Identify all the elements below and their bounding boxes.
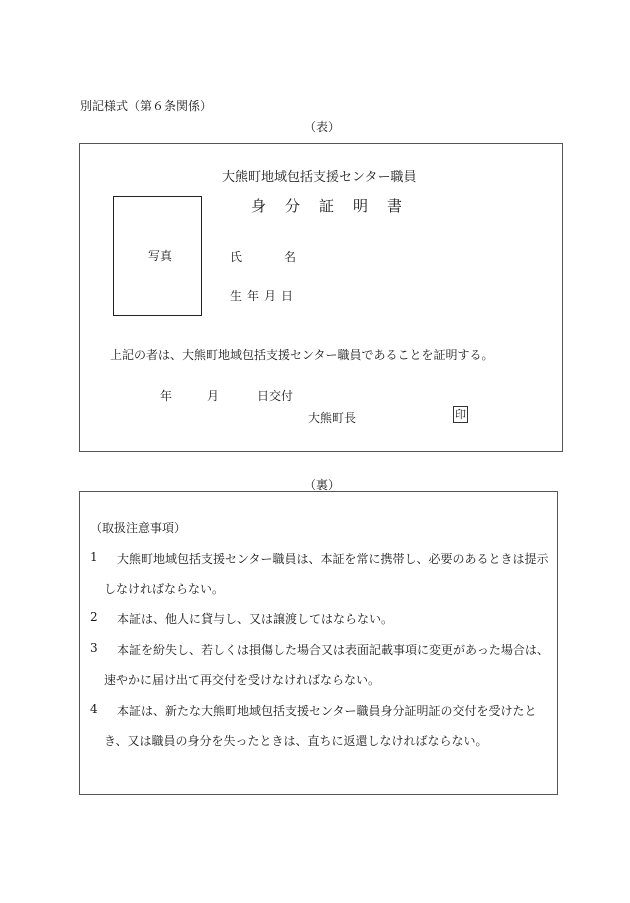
date-month-label: 月 [207, 389, 220, 403]
item-1-line-2: しなければならない。 [104, 582, 225, 596]
date-day-issued-label: 日交付 [257, 389, 294, 403]
photo-label: 写真 [148, 249, 173, 263]
back-heading: （取扱注意事項） [90, 521, 187, 535]
item-1-number: 1 [90, 550, 98, 564]
form-label: 別記様式（第６条関係） [80, 99, 213, 113]
item-4-number: 4 [90, 702, 98, 716]
photo-box [113, 196, 202, 316]
item-4-line-1: 本証は、新たな大熊町地域包括支援センター職員身分証明証の交付を受けたと [117, 704, 537, 718]
front-card [79, 143, 563, 452]
organization-name: 大熊町地域包括支援センター職員 [222, 170, 417, 185]
back-label: （裏） [304, 478, 341, 492]
item-3-line-2: 速やかに届け出て再交付を受けなければならない。 [104, 673, 381, 687]
front-label: （表） [304, 120, 341, 134]
item-1-line-1: 大熊町地域包括支援センター職員は、本証を常に携帯し、必要のあるときは提示 [117, 552, 549, 566]
item-3-number: 3 [90, 641, 98, 655]
back-card [79, 491, 558, 795]
item-2-number: 2 [90, 610, 98, 624]
name-label: 氏名 [230, 250, 339, 264]
dob-label: 生年月日 [230, 289, 299, 303]
date-year-label: 年 [160, 389, 173, 403]
certification-text: 上記の者は、大熊町地域包括支援センター職員であることを証明する。 [110, 348, 494, 362]
id-title: 身分証明書 [251, 197, 422, 215]
issuer-name: 大熊町長 [308, 411, 357, 425]
item-2-line-1: 本証は、他人に貸与し、又は譲渡してはならない。 [117, 612, 394, 626]
item-3-line-1: 本証を紛失し、若しくは損傷した場合又は表面記載事項に変更があった場合は、 [117, 643, 549, 657]
seal-mark: 印 [455, 408, 466, 421]
item-4-line-2: き、又は職員の身分を失ったときは、直ちに返還しなければならない。 [104, 734, 488, 748]
